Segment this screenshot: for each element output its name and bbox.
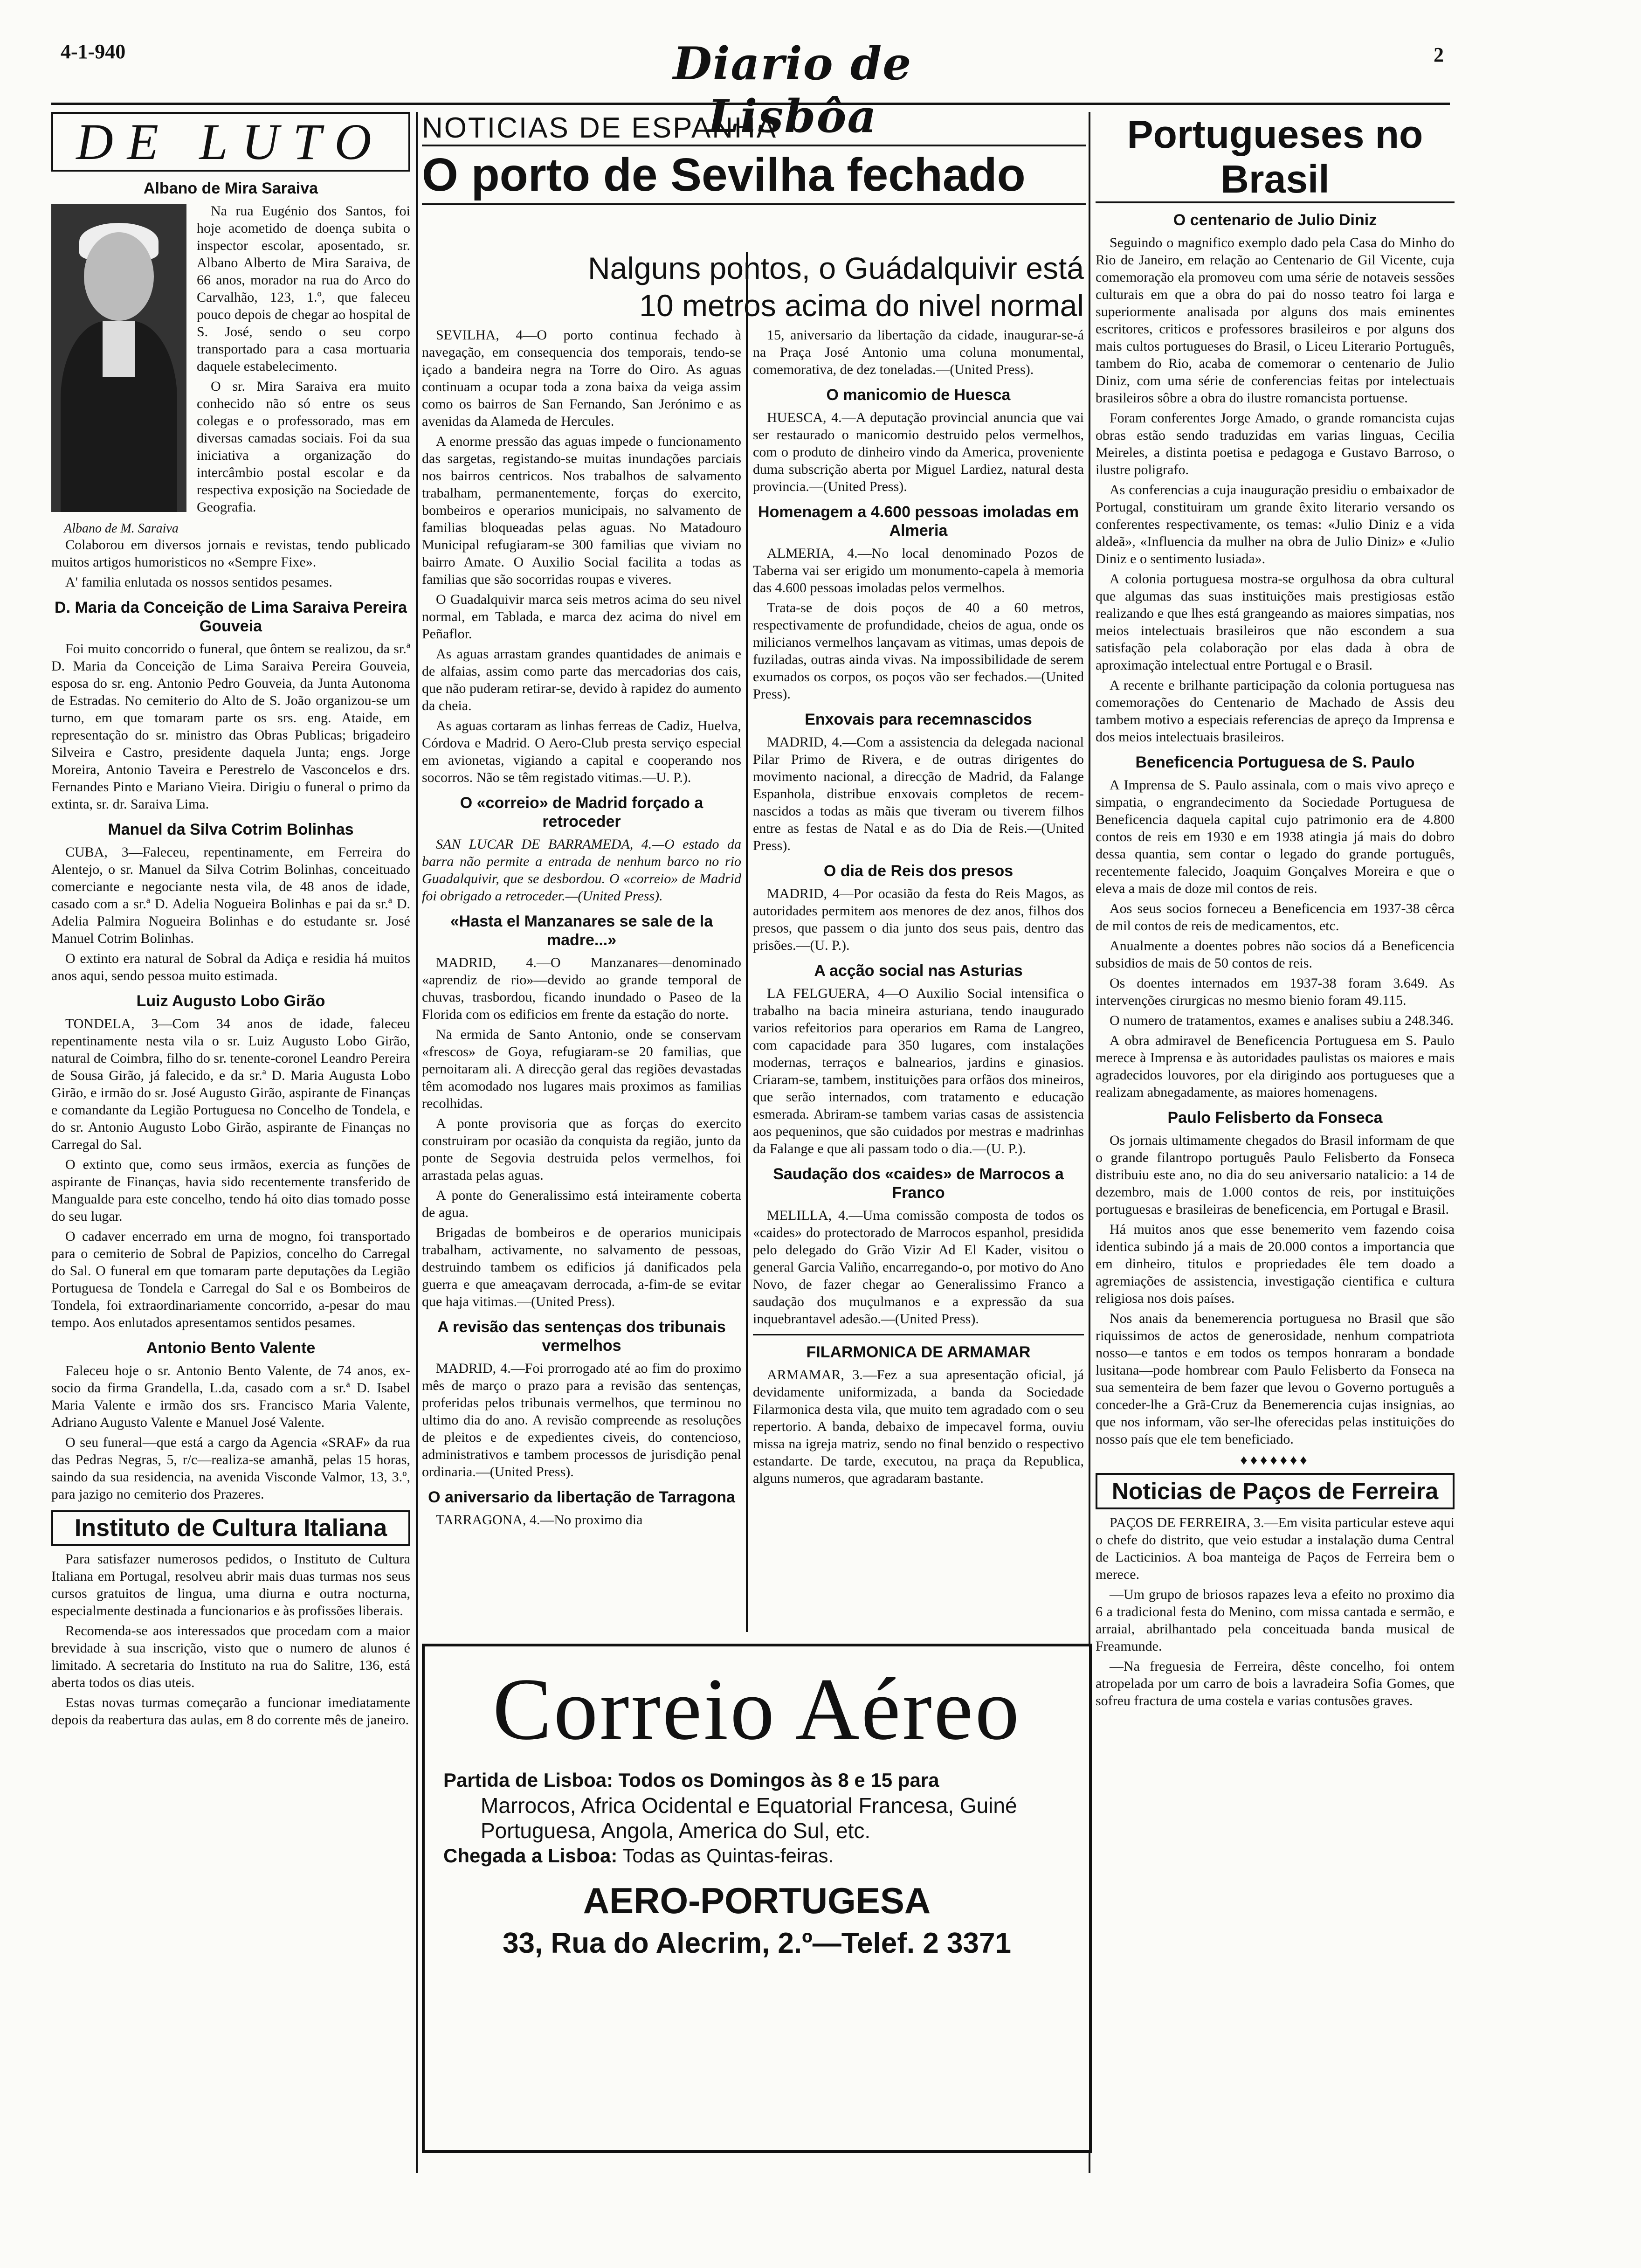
paragraph: Na rua Eugénio dos Santos, foi hoje acometido de doença subita o inspector escolar, aposentado, sr. Albano Alberto de Mira Saraiva, de 66 anos, morador na rua do Arco do Carvalhão, 123, 1.º, que faleceu pouco depois de chegar ao hospital de S. José, sendo o seu corpo transportado para a casa mortuaria daquele estabelecimento. bbox=[197, 203, 410, 374]
paragraph: PAÇOS DE FERREIRA, 3.—Em visita particular esteve aqui o chefe do distrito, que veio estudar a instalação duma Central de Lacticinios. A boa manteiga de Paços de Ferreira bem o merece. bbox=[1096, 1515, 1455, 1582]
paragraph: LA FELGUERA, 4—O Auxilio Social intensifica o trabalho na bacia mineira asturiana, tendo inaugurado varios refeitorios para operarios em Rama de Langreo, com capacidade para 350 lugares, com instalações modernas, terraços e balnearios, jardins e ginasios. Criaram-se, tambem, instituições para orfãos dos mineiros, que serão internados, com tratamento e educação esmerada. Abriram-se tambem varias casas de assistencia aos pequeninos, que são cuidados por mestras e madrinhas da Falange e que ali passam todo o dia.—(U. P.). bbox=[753, 986, 1084, 1156]
paragraph: Estas novas turmas começarão a funcionar imediatamente depois da reabertura das aulas, em 8 do corrente mês de janeiro. bbox=[51, 1695, 410, 1728]
masthead-rule bbox=[51, 103, 1450, 105]
paragraph: A obra admiravel de Beneficencia Portuguesa em S. Paulo merece à Imprensa e às autoridades paulistas os maiores e mais agradecidos louvores, por ela dirigindo aos portugueses que a realizam abnegadamente, as maiores homenagens. bbox=[1096, 1033, 1455, 1100]
paragraph: Foram conferentes Jorge Amado, o grande romancista cujas obras estão sendo traduzidas em varias linguas, Cecilia Meireles, a distinta poetisa e pedagoga e Gustavo Barroso, o ilustre poligrafo. bbox=[1096, 410, 1455, 477]
ad-text: Todas as Quintas-feiras. bbox=[622, 1845, 834, 1867]
paragraph: TARRAGONA, 4.—No proximo dia bbox=[436, 1512, 643, 1528]
paragraph: A ponte do Generalissimo está inteiramente coberta de agua. bbox=[422, 1188, 741, 1220]
paragraph: Brigadas de bombeiros e de operarios municipais trabalham, activamente, no salvamento de pessoas, destruindo tambem os edificios já danificados pela guerra e que ameaçavam derrocada, a-fim-de se evitar que haja vitimas.—(United Press). bbox=[422, 1225, 741, 1309]
paragraph: As aguas arrastam grandes quantidades de animais e de alfaias, assim como parte das mercadorias dos cais, que não puderam retirar-se, devido à rapidez do aumento da cheia. bbox=[422, 646, 741, 713]
paragraph: Na ermida de Santo Antonio, onde se conservam «frescos» de Goya, refugiaram-se 20 familias, que pernoitaram ali. A direcção geral das regiões devastadas têm acomodado nos lugares mais proximos as familias recolhidas. bbox=[422, 1027, 741, 1111]
article-heading: Saudação dos «caides» de Marrocos a Franco bbox=[773, 1165, 1064, 1202]
ad-address: 33, Rua do Alecrim, 2.º—Telef. 2 3371 bbox=[503, 1927, 1011, 1959]
article-heading: O aniversario da libertação de Tarragona bbox=[428, 1488, 735, 1506]
article-heading: «Hasta el Manzanares se sale de la madre...» bbox=[450, 913, 713, 949]
column-spain-1 bbox=[422, 326, 741, 1637]
section-title: DE LUTO bbox=[76, 113, 386, 170]
paragraph: —Na freguesia de Ferreira, dêste concelho, foi ontem atropelada por um carro de bois a lavradeira Sofia Gomes, que sofreu fractura de uma costela e varias contusões graves. bbox=[1096, 1659, 1455, 1708]
section-title: Portugueses no Brasil bbox=[1096, 112, 1455, 203]
column-brasil bbox=[1096, 112, 1455, 2173]
article-heading: Enxovais para recemnascidos bbox=[805, 711, 1032, 728]
article-heading: O dia de Reis dos presos bbox=[823, 862, 1014, 880]
page-number: 2 bbox=[1434, 43, 1444, 66]
column-rule bbox=[746, 252, 748, 1632]
paragraph: A colonia portuguesa mostra-se orgulhosa da obra cultural que algumas das suas instituições mais prestigiosas estão realizando e que lhes está grangeando as maiores simpatias, nos meios intelectuais brasileiros que não escondem a sua satisfação pela colaboração por elas dada à obra de aproximação intelectual entre Portugal e o Brasil. bbox=[1096, 571, 1455, 673]
paragraph: A Imprensa de S. Paulo assinala, com o mais vivo apreço e simpatia, o engrandecimento da Sociedade Portuguesa de Beneficencia daquela capital cujo patrimonio era de 4.800 contos de reis em 1930 e em 1938 atingia já mais do dobro dessa quantia, sem contar o legado do grande português, recentemente falecido, Joaquim Gonçalves Moreira e que o eleva a mais de doze mil contos de reis. bbox=[1096, 777, 1455, 896]
spain-header bbox=[422, 112, 1086, 252]
paragraph: O sr. Mira Saraiva era muito conhecido não só entre os seus colegas e o professorado, mas em diversas camadas sociais. Foi da sua iniciativa a organização do intercâmbio postal escolar e da respectiva exposição na Sociedade de Geografia. bbox=[197, 379, 410, 515]
ornament-divider: ♦♦♦♦♦♦♦ bbox=[1240, 1452, 1310, 1468]
ad-label: Partida de Lisboa: bbox=[443, 1769, 614, 1791]
correio-aereo-ad bbox=[422, 1644, 1092, 2153]
ad-departure bbox=[425, 1768, 1089, 1793]
article-heading: O centenario de Julio Diniz bbox=[1173, 211, 1377, 229]
article-heading: A revisão das sentenças dos tribunais vermelhos bbox=[437, 1318, 726, 1355]
paragraph: O cadaver encerrado em urna de mogno, foi transportado para o cemiterio de Sobral de Papizios, concelho do Carregal do Sal. O funeral em que tomaram parte deputações da Legião Portuguesa de Tondela e Carregal do Sal e os Bombeiros de Tondela, foi extraordinariamente concorrido, a-pesar do mau tempo. Aos enlutados apresentamos sentidos pesames. bbox=[51, 1229, 410, 1330]
article-heading: FILARMONICA DE ARMAMAR bbox=[806, 1343, 1031, 1361]
column-spain-2 bbox=[753, 326, 1084, 1637]
obituary-heading: Antonio Bento Valente bbox=[146, 1339, 316, 1357]
paragraph: Nos anais da benemerencia portuguesa no Brasil que são riquissimos de actos de generosidade, nenhum compatriota nosso—e tantos e em todos os tempos honraram a bondade lusitana—pode hombrear com Paulo Felisberto da Fonseca na sua sementeira de bem fazer que levou o Governo português a conceder-lhe a Grã-Cruz da Benemerencia cujas insignias, ao que nos informam, vão ser-lhe oferecidas pelas instituições do nosso país que ele tem beneficiado. bbox=[1096, 1311, 1455, 1447]
paragraph: MADRID, 4—Por ocasião da festa do Reis Magos, as autoridades permitem aos menores de dez anos, filhos dos presos, que passem o dia junto dos seus pais, dentro das prisões.—(U. P.). bbox=[753, 886, 1084, 953]
ad-title: Correio Aéreo bbox=[492, 1660, 1021, 1758]
article-heading: Paulo Felisberto da Fonseca bbox=[1167, 1109, 1383, 1127]
pacos-header bbox=[1096, 1473, 1455, 1509]
section-title: Noticias de Paços de Ferreira bbox=[1111, 1478, 1439, 1504]
paragraph: ALMERIA, 4.—No local denominado Pozos de Taberna vai ser erigido um monumento-capela à memoria das 4.600 pessoas imoladas pelos vermelhos. bbox=[753, 546, 1084, 595]
portrait-photo bbox=[51, 204, 186, 512]
paragraph: Para satisfazer numerosos pedidos, o Instituto de Cultura Italiana em Portugal, resolveu abrir mais duas turmas nos seus cursos gratuitos de lingua, uma diurna e outra nocturna, especialmente destinada a funcionarios e às profissões liberais. bbox=[51, 1551, 410, 1618]
paragraph: MADRID, 4.—Com a assistencia da delegada nacional Pilar Primo de Rivera, e de outras dirigentes do movimento nacional, a direcção de Madrid, da Falange Espanhola, distribue enxovais completos de recem-nascidos a todas as mãis que tiveram ou tiverem filhos entre as festas de Natal e as do Dia de Reis.—(United Press). bbox=[753, 734, 1084, 853]
paragraph: SEVILHA, 4—O porto continua fechado à navegação, em consequencia dos temporais, tendo-se içado a bandeira negra na Torre do Oiro. As aguas continuam a ocupar toda a zona baixa da veiga assim como os bairros de San Fernando, San Jerónimo e as avenidas da Alameda de Hercules. bbox=[422, 327, 741, 429]
article-heading: A acção social nas Asturias bbox=[814, 962, 1023, 980]
paragraph: MADRID, 4.—Foi prorrogado até ao fim do proximo mês de março o prazo para a revisão das sentenças, proferidas pelos tribunais vermelhos, que terminou no ultimo dia do ano. A revisão compreende as resoluções de pleitos e de expedientes civeis, do contencioso, administrativos e tambem processos de jurisdição penal ordinaria.—(United Press). bbox=[422, 1361, 741, 1480]
column-obituaries bbox=[51, 112, 410, 2173]
paragraph: 15, aniversario da libertação da cidade, inaugurar-se-á na Praça José Antonio uma coluna monumental, comemorativa, de dez toneladas.—(United Press). bbox=[753, 327, 1084, 377]
paragraph: A' familia enlutada os nossos sentidos pesames. bbox=[65, 574, 332, 590]
section-kicker: NOTICIAS DE ESPANHA bbox=[422, 112, 778, 144]
instituto-header bbox=[51, 1510, 410, 1546]
paragraph: MELILLA, 4.—Uma comissão composta de todos os «caides» do protectorado de Marrocos espanhol, presidida pelo delegado do Grão Vizir Ad El Kader, visitou o general Garcia Valiño, encarregando-o, por motivo do Ano Novo, de fazer chegar ao Generalissimo Franco a saudação dos muçulmanos e a expressão da sua inquebrantavel adesão.—(United Press). bbox=[753, 1208, 1084, 1327]
section-title: Instituto de Cultura Italiana bbox=[74, 1514, 387, 1542]
paragraph: Os doentes internados em 1937-38 foram 3.649. As intervenções cirurgicas no mesmo bienio foram 49.115. bbox=[1096, 975, 1455, 1008]
paragraph: —Um grupo de briosos rapazes leva a efeito no proximo dia 6 a tradicional festa do Menino, com missa cantada e sermão, e arraial, abrilhantado pela conceituada banda musical de Freamunde. bbox=[1096, 1587, 1455, 1654]
paragraph: As aguas cortaram as linhas ferreas de Cadiz, Huelva, Córdova e Madrid. O Aero-Club presta serviço especial em avionetas, vigiando a capital e cooperando nos socorros. Não se têm registado vitimas.—U. P.). bbox=[422, 718, 741, 785]
paragraph: Anualmente a doentes pobres não socios dá a Beneficencia subsidios de mais de 50 contos de reis. bbox=[1096, 938, 1455, 971]
ad-destinations: Marrocos, Africa Ocidental e Equatorial Francesa, Guiné Portuguesa, Angola, America do Sul, etc. bbox=[481, 1793, 1017, 1843]
ad-arrival bbox=[425, 1843, 1089, 1868]
main-headline: O porto de Sevilha fechado bbox=[422, 145, 1086, 205]
paragraph: O extinto que, como seus irmãos, exercia as funções de aspirante de Finanças, havia sido recentemente transferido de Mangualde para este concelho, tendo há oito dias tomado posse do seu lugar. bbox=[51, 1157, 410, 1224]
paragraph: TONDELA, 3—Com 34 anos de idade, faleceu repentinamente nesta vila o sr. Luiz Augusto Lobo Girão, natural de Coimbra, filho do sr. tenente-coronel Leandro Pereira de Sousa Girão, já falecido, e da sr.ª D. Maria Augusta Lobo Girão, e irmão do sr. José Augusto Girão, aspirante de Finanças e comandante da Legião Portuguesa no Concelho de Tondela, e do sr. Antonio Augusto Lobo Girão, aspirante de Finanças no Carregal do Sal. bbox=[51, 1016, 410, 1152]
obituary-heading: Manuel da Silva Cotrim Bolinhas bbox=[108, 821, 354, 838]
headline-deck: Nalguns pontos, o Guádalquivir está 10 metros acima do nivel normal bbox=[588, 251, 1084, 323]
paragraph: MADRID, 4.—O Manzanares—denominado «aprendiz de rio»—devido ao grande temporal de chuvas, trasbordou, ficando inundado o Paseo de la Florida com os edificios em frente da estação do norte. bbox=[422, 955, 741, 1022]
divider bbox=[753, 1334, 1084, 1335]
paragraph: O Guadalquivir marca seis metros acima do seu nivel normal, em Tablada, e marca dez acima do nivel em Peñaflor. bbox=[422, 592, 741, 642]
paragraph: Os jornais ultimamente chegados do Brasil informam de que o grande filantropo português Paulo Felisberto da Fonseca distribuiu este ano, no dia do seu aniversario natalicio: a 14 de dezembro, mais de 1.000 contos de reis, por instituições portuguesas e brasileiras de beneficencia, em Portugal e Brasil. bbox=[1096, 1133, 1455, 1217]
obituary-body bbox=[51, 202, 410, 591]
paragraph: O seu funeral—que está a cargo da Agencia «SRAF» da rua das Pedras Negras, 5, r/c—realiza-se amanhã, pelas 15 horas, saindo da sua residencia, na avenida Visconde Valmor, 13, 3.º, para jazigo no cemiterio dos Prazeres. bbox=[51, 1435, 410, 1502]
ad-label: Chegada a Lisboa: bbox=[443, 1845, 618, 1867]
paragraph: A recente e brilhante participação da colonia portuguesa nas comemorações do Centenario de Machado de Assis deu tambem motivo a especiais referencias de apreço da Imprensa e dos meios intelectuais brasileiros. bbox=[1096, 678, 1455, 745]
paragraph: Seguindo o magnifico exemplo dado pela Casa do Minho do Rio de Janeiro, em relação ao Centenario de Gil Vicente, cuja comemoração ela promoveu com uma série de notaveis sessões culturais em que a obra do pai do nosso teatro foi larga e superiormente analisada por alguns dos mais eminentes escritores, criticos e professores brasileiros e por alguns dos mais cultos portugueses do Brasil, o Liceu Literario Português, tambem do Rio, acaba de comemorar o centenario de Julio Diniz, com uma série de conferencias feitas por intelectuais brasileiros sôbre a obra do ilustre romancista portuense. bbox=[1096, 235, 1455, 406]
ad-company: AERO-PORTUGESA bbox=[583, 1880, 931, 1921]
paragraph: Colaborou em diversos jornais e revistas, tendo publicado muitos artigos humoristicos no «Sempre Fixe». bbox=[51, 537, 410, 570]
column-rule bbox=[416, 112, 418, 2173]
paragraph: As conferencias a cuja inauguração presidiu o embaixador de Portugal, constituiram um grande êxito literario versando os conferentes respectivamente, os temas: «Julio Diniz e a vida aldeã», «Influencia da mulher na obra de Julio Diniz» e «Julio Diniz e o sentimento lusiada». bbox=[1096, 482, 1455, 567]
paragraph: O extinto era natural de Sobral da Adiça e residia há muitos anos aqui, sendo pessoa muito estimada. bbox=[51, 951, 410, 983]
article-heading: Homenagem a 4.600 pessoas imoladas em Almeria bbox=[758, 503, 1079, 539]
paragraph: Recomenda-se aos interessados que procedam com a maior brevidade à sua inscrição, visto que o numero de alunos é limitado. A secretaria do Instituto na rua do Salitre, 136, está aberta todos os dias uteis. bbox=[51, 1623, 410, 1690]
paragraph: ARMAMAR, 3.—Fez a sua apresentação oficial, já devidamente uniformizada, a banda da Sociedade Filarmonica desta vila, que muito tem agradado com o seu repertorio. A banda, debaixo de impecavel forma, ouviu missa na igreja matriz, sendo no final benzido o respectivo estandarte. De tarde, executou, na praça da Republica, alguns numeros, que agradaram bastante. bbox=[753, 1367, 1084, 1486]
obituary-heading: Albano de Mira Saraiva bbox=[143, 180, 318, 197]
paragraph: A enorme pressão das aguas impede o funcionamento das sargetas, registando-se muitas inundações parciais nos bairros centricos. Nos trabalhos de salvamento trabalham, permanentemente, forças do exercito, bombeiros e operarios municipais, no salvamento de familias bloqueadas pelas aguas. No Matadouro Municipal refugiaram-se 300 familias que viviam no bairro Amate. O Auxilio Social facilita a todas as familias que são socorridas roupas e viveres. bbox=[422, 434, 741, 587]
ad-text: Todos os Domingos às 8 e 15 para bbox=[618, 1769, 939, 1791]
obituary-heading: D. Maria da Conceição de Lima Saraiva Pereira Gouveia bbox=[55, 599, 407, 635]
paragraph: O numero de tratamentos, exames e analises subiu a 248.346. bbox=[1110, 1013, 1454, 1028]
issue-date: 4-1-940 bbox=[61, 40, 126, 63]
article-heading: O «correio» de Madrid forçado a retroceder bbox=[460, 794, 703, 830]
paragraph: A ponte provisoria que as forças do exercito construiram por ocasião da conquista da região, junto da ponte de Segovia destruida pelos vermelhos, foi arrastada pelas aguas. bbox=[422, 1116, 741, 1183]
paragraph: Faleceu hoje o sr. Antonio Bento Valente, de 74 anos, ex-socio da firma Grandella, L.da, casado com a sr.ª D. Isabel Maria Valente e irmão dos srs. Francisco Maria Valente, Adriano Augusto Valente e Manuel José Valente. bbox=[51, 1363, 410, 1430]
paragraph: Trata-se de dois poços de 40 a 60 metros, respectivamente de profundidade, cheios de agua, onde os milicianos vermelhos lançavam as vitimas, umas depois de fuziladas, outras ainda vivas. Na impossibilidade de serem exumados os corpos, os poços vão ser fechados.—(United Press). bbox=[753, 600, 1084, 702]
article-heading: O manicomio de Huesca bbox=[826, 386, 1011, 404]
newspaper-title: Diario de Lisbôa bbox=[673, 37, 912, 143]
article-heading: Beneficencia Portuguesa de S. Paulo bbox=[1135, 754, 1415, 771]
paragraph: Há muitos anos que esse benemerito vem fazendo coisa identica subindo já a mais de 20.000 contos a importancia que em dinheiro, titulos e propriedades êle tem doado a agremiações de assistencia, investigação cientifica e cultura religiosa nos dois países. bbox=[1096, 1222, 1455, 1306]
de-luto-header bbox=[51, 112, 410, 172]
photo-caption: Albano de M. Saraiva bbox=[64, 521, 179, 536]
paragraph: HUESCA, 4.—A deputação provincial anuncia que vai ser restaurado o manicomio destruido pelos vermelhos, com o produto de dinheiro vindo da America, proveniente duma subscrição aberta por Miguel Lardiez, natural desta provincia.—(United Press). bbox=[753, 410, 1084, 494]
paragraph: Aos seus socios forneceu a Beneficencia em 1937-38 cêrca de mil contos de reis de medicamentos, etc. bbox=[1096, 901, 1455, 933]
obituary-heading: Luiz Augusto Lobo Girão bbox=[136, 992, 325, 1010]
paragraph: Foi muito concorrido o funeral, que ôntem se realizou, da sr.ª D. Maria da Conceição de Lima Saraiva Pereira Gouveia, esposa do sr. eng. Antonio Pedro Gouveia, da Junta Autonoma de Estradas. No cemiterio do Alto de S. João organizou-se um turno, em que tomaram parte os srs. eng. Ataide, em representação do sr. ministro das Obras Publicas; brigadeiro Silveira e Castro, presidente daquela Junta; engs. Jorge Moreira, Antonio Taveira e Perestrelo de Vasconcelos e drs. Fernandes Pinto e Mariano Vieira. Dirigiu o funeral o primo da extinta, sr. dr. Saraiva Lima. bbox=[51, 641, 410, 812]
paragraph: CUBA, 3—Faleceu, repentinamente, em Ferreira do Alentejo, o sr. Manuel da Silva Cotrim Bolinhas, conceituado comerciante e negociante nesta vila, de 48 anos de idade, casado com a sr.ª D. Adelia Nogueira Bolinhas e pai da sr.ª D. Adelia Palmira Nogueira Bolinhas e do estudante sr. José Manuel Cotrim Bolinhas. bbox=[51, 844, 410, 946]
paragraph: SAN LUCAR DE BARRAMEDA, 4.—O estado da barra não permite a entrada de nenhum barco no rio Guadalquivir, que se desbordou. O «correio» de Madrid foi obrigado a retroceder.—(United Press). bbox=[422, 837, 741, 904]
